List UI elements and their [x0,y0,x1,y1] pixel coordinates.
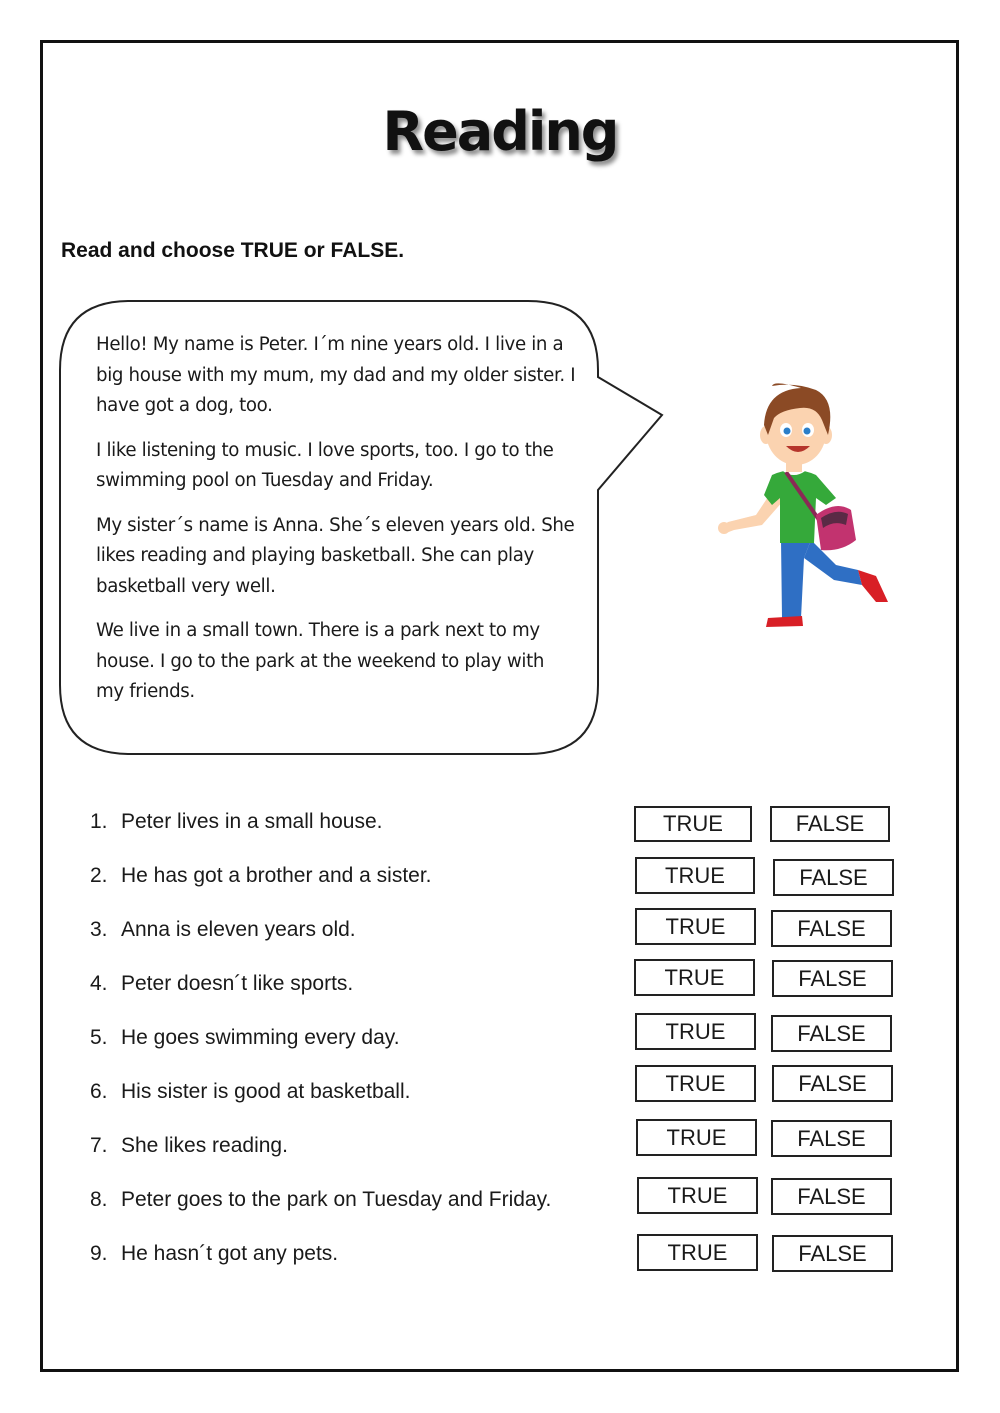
false-button[interactable]: FALSE [772,960,893,997]
true-button[interactable]: TRUE [637,1177,758,1214]
question-number: 9. [90,1242,108,1265]
false-button[interactable]: FALSE [772,1235,893,1272]
question-item [90,1080,410,1104]
true-button[interactable]: TRUE [635,1013,756,1050]
question-number: 7. [90,1134,108,1157]
instruction-text: Read and choose TRUE or FALSE. [61,239,405,262]
question-text: Anna is eleven years old. [121,918,356,941]
question-item [90,864,432,888]
question-item [90,1134,288,1158]
question-number: 5. [90,1026,108,1049]
boy-walking-with-bag-illustration [676,380,936,630]
question-item [90,1026,400,1050]
question-text: She likes reading. [121,1134,288,1157]
question-text: His sister is good at basketball. [121,1080,411,1103]
true-button[interactable]: TRUE [634,959,755,996]
false-button[interactable]: FALSE [771,1015,892,1052]
question-number: 4. [90,972,108,995]
false-button[interactable]: FALSE [770,806,890,842]
question-number: 1. [90,810,108,833]
question-number: 6. [90,1080,108,1103]
passage-paragraph: I like listening to music. I love sports, too. I go to the swimming pool on Tuesday and Friday. [96,439,554,491]
true-button[interactable]: TRUE [636,1119,757,1156]
false-button[interactable]: FALSE [771,1120,892,1157]
passage-paragraph: My sister´s name is Anna. She´s eleven years old. She likes reading and playing basketball. She can play basketball very well. [96,514,575,597]
question-item [90,918,356,942]
false-button[interactable]: FALSE [773,859,894,896]
question-item [90,1188,551,1212]
question-text: Peter doesn´t like sports. [121,972,354,995]
question-number: 8. [90,1188,108,1211]
question-text: He goes swimming every day. [121,1026,400,1049]
question-number: 2. [90,864,108,887]
question-number: 3. [90,918,108,941]
question-item [90,810,382,834]
false-button[interactable]: FALSE [771,1178,892,1215]
false-button[interactable]: FALSE [771,910,892,947]
passage-paragraph: We live in a small town. There is a park next to my house. I go to the park at the weekend to play with my friends. [96,620,545,702]
true-button[interactable]: TRUE [635,908,756,945]
true-button[interactable]: TRUE [637,1234,758,1271]
true-button[interactable]: TRUE [635,857,755,894]
reading-passage [96,330,576,722]
question-item [90,1242,338,1266]
true-button[interactable]: TRUE [635,1065,756,1102]
page-title: Reading [382,100,618,163]
question-text: Peter lives in a small house. [121,810,383,833]
question-item [90,972,353,996]
false-button[interactable]: FALSE [772,1065,893,1102]
passage-paragraph: Hello! My name is Peter. I´m nine years old. I live in a big house with my mum, my dad and my older sister. I have got a dog, too. [96,334,576,416]
question-text: He has got a brother and a sister. [121,864,432,887]
true-button[interactable]: TRUE [634,806,752,842]
question-text: Peter goes to the park on Tuesday and Friday. [121,1188,552,1211]
question-text: He hasn´t got any pets. [121,1242,339,1265]
